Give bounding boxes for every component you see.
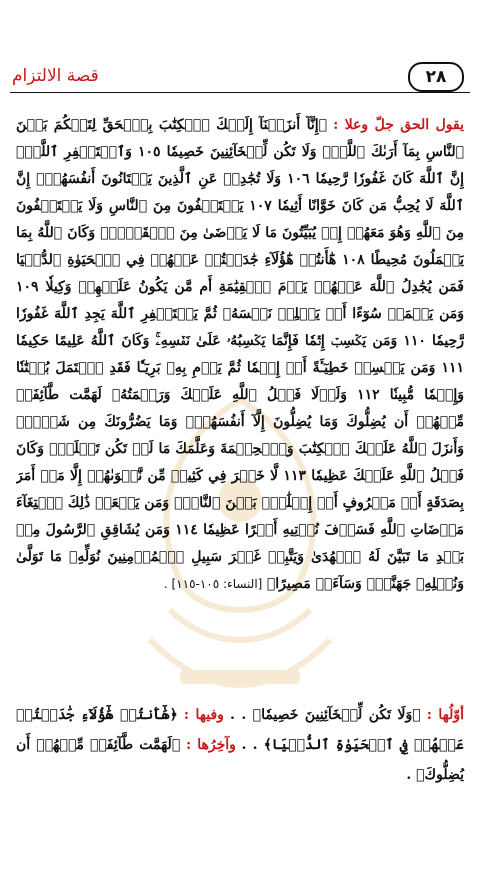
page-number-badge: ٢٨ bbox=[408, 62, 464, 92]
first-label: أوّلُها : bbox=[426, 707, 465, 723]
header-divider bbox=[10, 92, 470, 93]
middle-label: وفيها : bbox=[183, 707, 224, 723]
last-label: وآخِرُها : bbox=[185, 737, 236, 753]
quran-passage bbox=[16, 112, 464, 692]
last-verse: ﴿لَهَمَّت طَّآئِفَةٞ مِّنۡهُمۡ أَن يُضِلُّوكَ﴾ . bbox=[16, 737, 464, 783]
page-header bbox=[0, 0, 480, 100]
passage-reference: [النساء: ١٠٥-١١٥] . bbox=[163, 577, 263, 591]
passage-verses: ﴿إِنَّآ أَنزَلۡنَآ إِلَيۡكَ ٱلۡكِتَٰبَ بِٱلۡحَقِّ لِتَحۡكُمَ بَيۡنَ ٱلنَّاسِ بِمَآ أَرَىٰكَ ٱللَّهُۚ وَلَا تَكُن لِّلۡخَآئِنِينَ خَصِيمٗا ١٠٥ وَٱسۡتَغۡفِرِ ٱللَّهَۖ إِنَّ ٱللَّهَ كَانَ غَفُورٗا رَّحِيمٗا ١٠٦ وَلَا تُجَٰدِلۡ عَنِ ٱلَّذِينَ يَخۡتَانُونَ أَنفُسَهُمۡۚ إِنَّ ٱللَّهَ لَا يُحِبُّ مَن كَانَ خَوَّانًا أَثِيمٗا ١٠٧ يَسۡتَخۡفُونَ مِنَ ٱلنَّاسِ وَلَا يَسۡتَخۡفُونَ مِنَ ٱللَّهِ وَهُوَ مَعَهُمۡ إِذۡ يُبَيِّتُونَ مَا لَا يَرۡضَىٰ مِنَ ٱلۡقَوۡلِۚ وَكَانَ ٱللَّهُ بِمَا يَعۡمَلُونَ مُحِيطًا ١٠٨ هَٰٓأَنتُمۡ هَٰٓؤُلَآءِ جَٰدَلۡتُمۡ عَنۡهُمۡ فِي ٱلۡحَيَوٰةِ ٱلدُّنۡيَا فَمَن يُجَٰدِلُ ٱللَّهَ عَنۡهُمۡ يَوۡمَ ٱلۡقِيَٰمَةِ أَم مَّن يَكُونُ عَلَيۡهِمۡ وَكِيلٗا ١٠٩ وَمَن يَعۡمَلۡ سُوٓءًا أَوۡ يَظۡلِمۡ نَفۡسَهُۥ ثُمَّ يَسۡتَغۡفِرِ ٱللَّهَ يَجِدِ ٱللَّهَ غَفُورٗا رَّحِيمٗا ١١٠ وَمَن يَكۡسِبۡ إِثۡمٗا فَإِنَّمَا يَكۡسِبُهُۥ عَلَىٰ نَفۡسِهِۦۚ وَكَانَ ٱللَّهُ عَلِيمًا حَكِيمٗا ١١١ وَمَن يَكۡسِبۡ خَطِيٓـَٔةً أَوۡ إِثۡمٗا ثُمَّ يَرۡمِ بِهِۦ بَرِيٓـٔٗا فَقَدِ ٱحۡتَمَلَ بُهۡتَٰنٗا وَإِثۡمٗا مُّبِينٗا ١١٢ وَلَوۡلَا فَضۡلُ ٱللَّهِ عَلَيۡكَ وَرَحۡمَتُهُۥ لَهَمَّت طَّآئِفَةٞ مِّنۡهُمۡ أَن يُضِلُّوكَ وَمَا يُضِلُّونَ إِلَّآ أَنفُسَهُمۡۖ وَمَا يَضُرُّونَكَ مِن شَيۡءٖۚ وَأَنزَلَ ٱللَّهُ عَلَيۡكَ ٱلۡكِتَٰبَ وَٱلۡحِكۡمَةَ وَعَلَّمَكَ مَا لَمۡ تَكُن تَعۡلَمُۚ وَكَانَ فَضۡلُ ٱللَّهِ عَلَيۡكَ عَظِيمٗا ١١٣ لَّا خَيۡرَ فِي كَثِيرٖ مِّن نَّجۡوَىٰهُمۡ إِلَّا مَنۡ أَمَرَ بِصَدَقَةٍ أَوۡ مَعۡرُوفٍ أَوۡ إِصۡلَٰحِۭ بَيۡنَ ٱلنَّاسِۚ وَمَن يَفۡعَلۡ ذَٰلِكَ ٱبۡتِغَآءَ مَرۡضَاتِ ٱللَّهِ فَسَوۡفَ نُؤۡتِيهِ أَجۡرًا عَظِيمٗا ١١٤ وَمَن يُشَاقِقِ ٱلرَّسُولَ مِنۢ بَعۡدِ مَا تَبَيَّنَ لَهُ ٱلۡهُدَىٰ وَيَتَّبِعۡ غَيۡرَ سَبِيلِ ٱلۡمُؤۡمِنِينَ نُوَلِّهِۦ مَا تَوَلَّىٰ وَنُصۡلِهِۦ جَهَنَّمَۖ وَسَآءَتۡ مَصِيرًا﴾ bbox=[16, 117, 464, 592]
first-verse: ﴿وَلَا تَكُن لِّلۡخَآئِنِينَ خَصِيمٗا﴾ . . bbox=[229, 707, 421, 723]
book-title: قصة الالتزام bbox=[12, 66, 99, 86]
summary-section bbox=[16, 700, 464, 820]
middle-verse: ﴿هَٰٓأَنتُمۡ هَٰٓؤُلَآءِ جَٰدَلۡتُمۡ عَنۡهُمۡ فِي ٱلۡحَيَوٰةِ ٱلدُّنۡيَا﴾ . . bbox=[16, 707, 464, 753]
passage-intro: يقول الحق جلّ وعلا : bbox=[333, 117, 464, 133]
